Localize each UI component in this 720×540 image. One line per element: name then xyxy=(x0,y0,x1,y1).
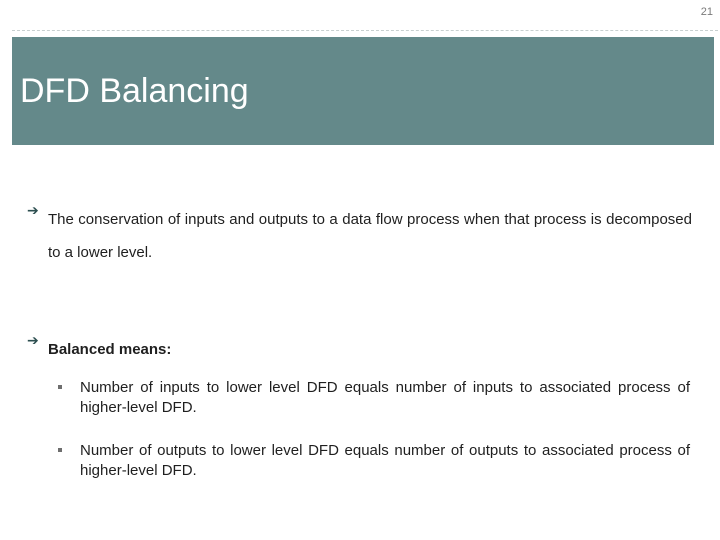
sub-bullet-outputs xyxy=(55,441,690,481)
square-bullet-icon xyxy=(58,385,62,389)
page-number: 21 xyxy=(700,6,713,18)
bullet-item-definition xyxy=(27,203,692,269)
sub-bullet-text: Number of outputs to lower level DFD equals number of outputs to associated process of higher-level DFD. xyxy=(80,442,690,479)
title-banner xyxy=(12,37,714,145)
bullet-item-balanced xyxy=(27,333,692,366)
top-divider xyxy=(12,30,718,31)
slide-title: DFD Balancing xyxy=(20,72,249,110)
sub-bullet-text: Number of inputs to lower level DFD equals number of inputs to associated process of higher-level DFD. xyxy=(80,379,690,416)
arrow-right-icon: ➔ xyxy=(27,202,39,218)
square-bullet-icon xyxy=(58,448,62,452)
bullet-text: Balanced means: xyxy=(48,341,172,358)
arrow-right-icon: ➔ xyxy=(27,332,39,348)
sub-bullet-inputs xyxy=(55,378,690,418)
bullet-text: The conservation of inputs and outputs to a data flow process when that process is decomposed to a lower level. xyxy=(48,211,692,261)
